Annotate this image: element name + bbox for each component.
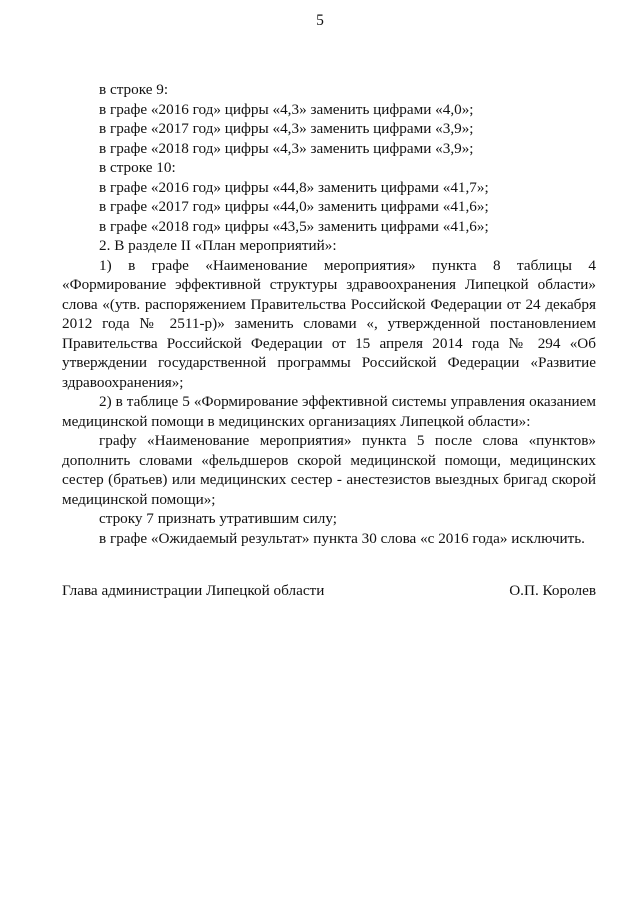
signatory-name: О.П. Королев [509,582,596,599]
text-line-row10-2016: в графе «2016 год» цифры «44,8» заменить цифрами «41,7»; [99,178,489,196]
paragraph-item-2: 2) в таблице 5 «Формирование эффективной системы управления оказанием медицинской помощи в медицинских организациях Липецкой области»: [62,393,596,430]
text-line-row10-heading: в строке 10: [99,159,176,176]
text-line-row9-2018: в графе «2018 год» цифры «4,3» заменить цифрами «3,9»; [99,139,474,157]
text-line-row10-2018: в графе «2018 год» цифры «43,5» заменить цифрами «41,6»; [99,217,489,235]
document-body [62,80,596,548]
paragraph-expected-result: в графе «Ожидаемый результат» пункта 30 слова «с 2016 года» исключить. [99,529,585,547]
paragraph-item-1: 1) в графе «Наименование мероприятия» пункта 8 таблицы 4 «Формирование эффективной структуры здравоохранения Липецкой области» слова «(утв. распоряжением Правительства Российской Федерации от 24 декабря 2012 года № 2511-р)» заменить словами «, утвержденной постановлением Правительства Российской Федерации от 15 апреля 2014 года № 294 «Об утверждении государственной программы Российской Федерации «Развитие здравоохранения»; [62,256,596,391]
text-line-row9-heading: в строке 9: [99,81,169,98]
signatory-title: Глава администрации Липецкой области [62,582,325,599]
section-heading-plan: 2. В разделе II «План мероприятий»: [99,237,337,254]
page-number: 5 [316,12,324,29]
paragraph-row-7-void: строку 7 признать утратившим силу; [99,510,337,527]
text-line-row9-2017: в графе «2017 год» цифры «4,3» заменить цифрами «3,9»; [99,120,474,137]
text-line-row9-2016: в графе «2016 год» цифры «4,3» заменить цифрами «4,0»; [99,100,474,118]
text-line-row10-2017: в графе «2017 год» цифры «44,0» заменить цифрами «41,6»; [99,198,489,215]
paragraph-column-update: графу «Наименование мероприятия» пункта 5 после слова «пунктов» дополнить словами «фельдшеров скорой медицинской помощи, медицинских сестер (братьев) или медицинских сестер - анестезистов выездных бригад скорой медицинской помощи»; [62,432,596,508]
